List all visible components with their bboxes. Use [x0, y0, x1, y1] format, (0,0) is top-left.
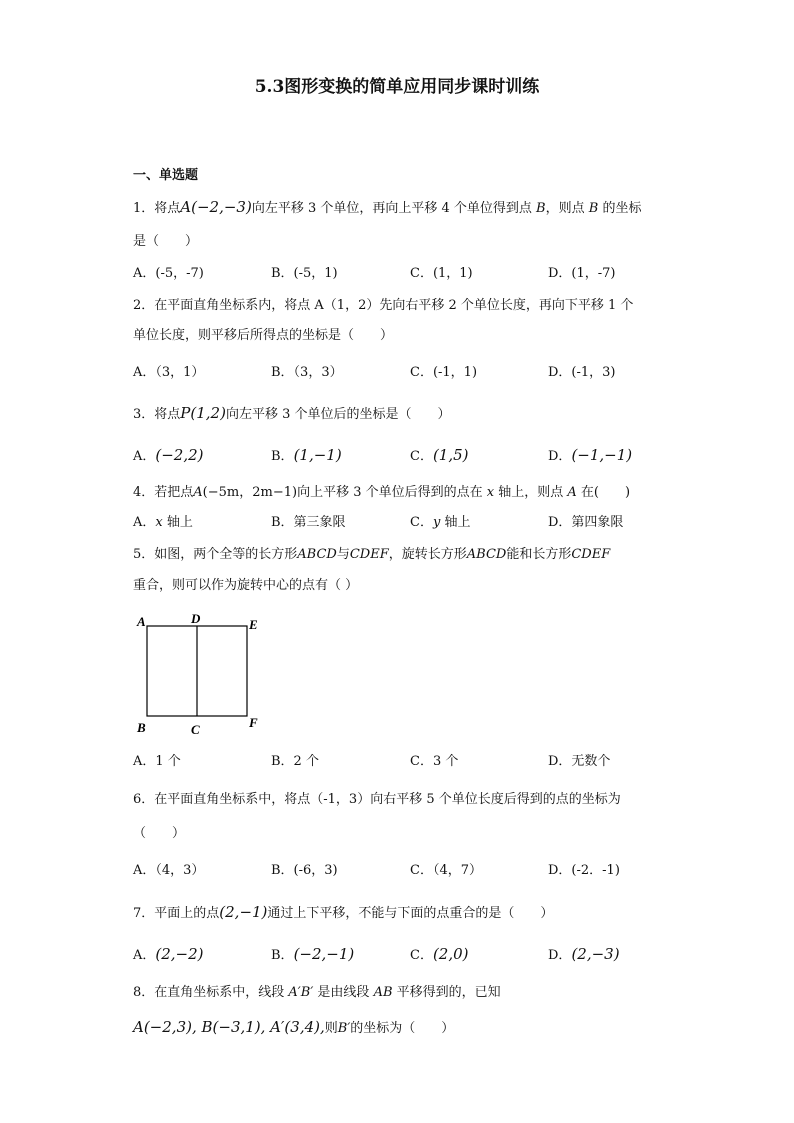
question-5-text-b: 与 [336, 547, 350, 562]
question-4-text-b: (−5m，2m−1)向上平移 3 个单位后得到的点在 [202, 485, 483, 500]
question-1-option-c[interactable]: C．(1，1) [410, 266, 473, 281]
option-letter: A． [133, 515, 156, 530]
label-a: A [137, 614, 146, 629]
question-5-stem-line2: 重合，则可以作为旋转中心的点有（ ） [133, 578, 359, 593]
option-text: 轴上 [444, 515, 471, 530]
question-3-point: P(1,2) [180, 404, 226, 422]
question-6-option-d[interactable]: D．(-2．-1) [548, 863, 620, 878]
option-math: (2,0) [432, 945, 469, 963]
question-8-segment-1: A′B′ [288, 985, 314, 1000]
option-letter: C． [410, 515, 433, 530]
question-6-option-a[interactable]: A．（4，3） [133, 863, 205, 878]
question-5-option-a[interactable]: A．1 个 [133, 754, 181, 769]
question-5-option-c[interactable]: C．3 个 [410, 754, 459, 769]
question-7-text-a: 7．平面上的点 [133, 906, 220, 921]
question-8-stem-line2 [133, 1019, 454, 1037]
question-2-option-b[interactable]: B．（3，3） [271, 365, 343, 380]
question-1-option-d[interactable]: D．(1，-7) [548, 266, 616, 281]
option-math: (2,−3) [571, 945, 620, 963]
option-letter: D． [548, 948, 572, 963]
question-1-stem [133, 199, 641, 217]
question-1-option-b[interactable]: B．(-5，1) [271, 266, 338, 281]
question-7-point: (2,−1) [219, 903, 268, 921]
question-4-stem [133, 485, 630, 501]
question-1-text-d: 的坐标 [602, 201, 642, 216]
question-1-text-a: 1．将点 [133, 201, 181, 216]
question-7-option-b[interactable] [271, 946, 354, 964]
label-b: B [137, 720, 146, 735]
question-8-text-b: 是由线段 [317, 985, 370, 1000]
question-6-option-b[interactable]: B．(-6，3) [271, 863, 338, 878]
question-4-option-a[interactable] [133, 515, 193, 531]
question-7-option-d[interactable] [548, 946, 620, 964]
question-8-text-a: 8．在直角坐标系中，线段 [133, 985, 285, 1000]
question-6-option-c[interactable]: C．（4，7） [410, 863, 482, 878]
section-heading: 一、单选题 [133, 168, 199, 183]
option-letter: D． [548, 449, 572, 464]
question-5-option-b[interactable]: B．2 个 [271, 754, 319, 769]
question-5-text-c: ，旋转长方形 [388, 547, 467, 562]
question-7-option-c[interactable] [410, 946, 469, 964]
page-title: 5.3图形变换的简单应用同步课时训练 [254, 77, 540, 97]
question-3-option-a[interactable] [133, 447, 204, 465]
question-5-rect-1: ABCD [297, 547, 337, 562]
question-8-text-c: 平移得到的，已知 [396, 985, 501, 1000]
option-var: x [155, 515, 163, 530]
question-8-point-b-prime: B′ [337, 1021, 351, 1036]
question-7-option-a[interactable] [133, 946, 204, 964]
label-f: F [249, 715, 258, 730]
option-letter: A． [133, 449, 156, 464]
option-letter: C． [410, 449, 433, 464]
question-1-var-b2: B [588, 201, 599, 216]
question-5-text-a: 5．如图，两个全等的长方形 [133, 547, 298, 562]
question-6-stem: 6．在平面直角坐标系中，将点（-1，3）向右平移 5 个单位长度后得到的点的坐标为 [133, 792, 621, 807]
label-e: E [249, 617, 258, 632]
question-1-stem-line2: 是（ ） [133, 234, 199, 249]
option-math: (1,5) [432, 446, 469, 464]
question-1-option-a[interactable]: A．(-5，-7) [133, 266, 204, 281]
question-1-text-c: ，则点 [545, 201, 585, 216]
question-1-var-b: B [536, 201, 546, 216]
question-4-var-a2: A [567, 485, 577, 500]
question-6-stem-line2: （ ） [133, 826, 186, 841]
question-4-var-x: x [486, 485, 495, 500]
question-3-stem [133, 405, 450, 423]
question-3-text-a: 3．将点 [133, 407, 181, 422]
question-3-option-d[interactable] [548, 447, 632, 465]
question-1-point-a: A(−2,−3) [180, 198, 252, 216]
question-5-text-d: 能和长方形 [506, 547, 572, 562]
option-letter: A． [133, 948, 156, 963]
question-3-option-b[interactable] [271, 447, 342, 465]
question-5-option-d[interactable]: D．无数个 [548, 754, 611, 769]
question-8-segment-2: AB [373, 985, 393, 1000]
option-math: (2,−2) [155, 945, 204, 963]
option-math: (−2,2) [155, 446, 204, 464]
option-math: (1,−1) [293, 446, 342, 464]
question-4-option-d[interactable]: D．第四象限 [548, 515, 624, 530]
question-4-text-a: 4．若把点 [133, 485, 194, 500]
question-7-text-b: 通过上下平移，不能与下面的点重合的是（ ） [267, 906, 554, 921]
question-2-option-c[interactable]: C．(-1，1) [410, 365, 478, 380]
question-2-option-d[interactable]: D．(-1，3) [548, 365, 616, 380]
question-8-text-e: 的坐标为（ ） [350, 1021, 455, 1036]
question-4-option-c[interactable] [410, 515, 470, 531]
question-2-option-a[interactable]: A．（3，1） [133, 365, 205, 380]
question-7-stem [133, 904, 553, 922]
question-2-stem: 2．在平面直角坐标系内，将点 A（1，2）先向右平移 2 个单位长度，再向下平移 1 个 [133, 298, 634, 313]
option-letter: B． [271, 449, 294, 464]
option-math: (−1,−1) [571, 446, 633, 464]
question-4-text-d: 在( ) [580, 485, 631, 500]
question-8-points: A(−2,3), B(−3,1), A′(3,4), [133, 1018, 325, 1036]
option-math: (−2,−1) [293, 945, 355, 963]
rectangles-figure [133, 608, 268, 738]
option-var: y [432, 515, 441, 530]
question-8-text-d: 则 [324, 1021, 338, 1036]
question-3-option-c[interactable] [410, 447, 469, 465]
label-c: C [191, 722, 200, 737]
question-5-rect-3: ABCD [466, 547, 507, 562]
question-4-text-c: 轴上，则点 [498, 485, 564, 500]
option-text: 轴上 [166, 515, 193, 530]
question-1-text-b: 向左平移 3 个单位，再向上平移 4 个单位得到点 [251, 201, 532, 216]
option-letter: C． [410, 948, 433, 963]
question-2-stem-line2: 单位长度，则平移后所得点的坐标是（ ） [133, 328, 394, 343]
question-5-rect-2: CDEF [349, 547, 389, 562]
question-3-text-b: 向左平移 3 个单位后的坐标是（ ） [225, 407, 451, 422]
question-8-stem [133, 985, 501, 1001]
label-d: D [191, 611, 201, 626]
question-5-rect-4: CDEF [571, 547, 611, 562]
question-5-stem [133, 547, 610, 563]
option-letter: B． [271, 948, 294, 963]
question-4-var-a: A [193, 485, 203, 500]
question-4-option-b[interactable]: B．第三象限 [271, 515, 346, 530]
